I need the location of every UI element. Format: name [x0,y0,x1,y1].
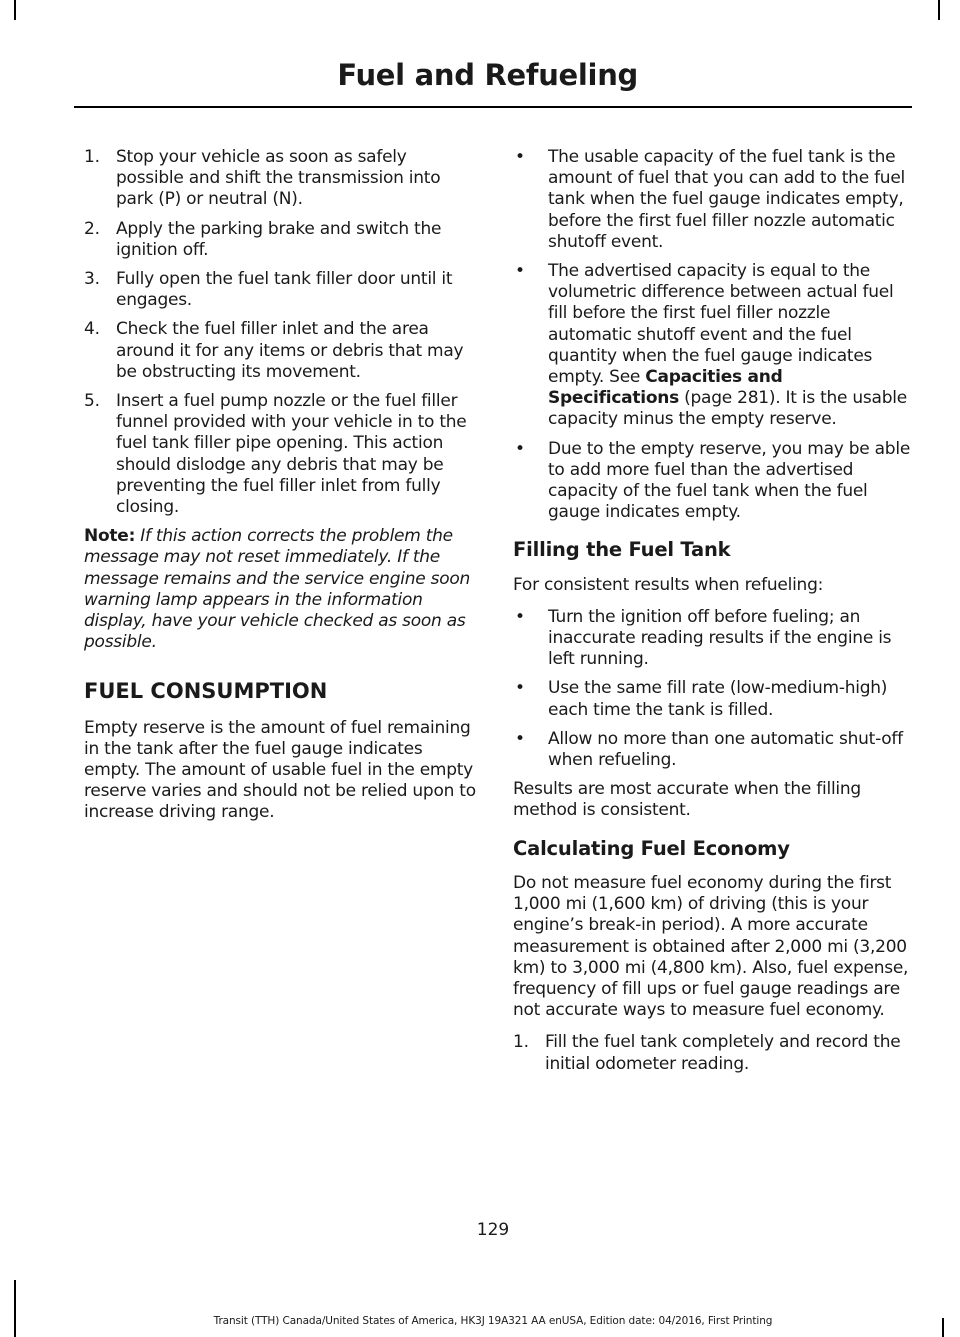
bullet-icon: • [515,147,525,167]
bullet-icon: • [515,678,525,699]
bullet-icon: • [515,438,525,459]
list-item: • The advertised capacity is equal to the volumetric difference between actual fuel fill before the first fuel filler nozzle automatic shutoff event and the fuel quantity when the fuel gauge indicates empty. See Capacities and Specifications (page 281). It is the usable capacity minus the empty reserve. [515,261,907,430]
page-title: Fuel and Refueling [337,58,638,92]
crop-mark-top-left [14,0,16,20]
filling-result: Results are most accurate when the filling method is consistent. [513,779,861,821]
list-item: 3. Fully open the fuel tank filler door until it engages. [84,269,453,311]
list-item: • Allow no more than one automatic shut-off when refueling. [515,728,903,771]
list-item: 1. Stop your vehicle as soon as safely possible and shift the transmission into park (P) or neutral (N). [84,147,441,210]
list-item: 5. Insert a fuel pump nozzle or the fuel filler funnel provided with your vehicle in to the fuel tank filler pipe opening. This action should dislodge any debris that may be preventing the fuel filler inlet from fully closing. [84,391,467,518]
header-divider [74,106,912,108]
right-column [513,147,911,1083]
list-item: • Turn the ignition off before fueling; an inaccurate reading results if the engine is left running. [515,606,892,670]
list-item: • The usable capacity of the fuel tank is the amount of fuel that you can add to the fuel tank when the fuel gauge indicates empty, before the first fuel filler nozzle automatic shutoff event. [515,147,906,252]
heading-calculating-fuel-economy: Calculating Fuel Economy [513,836,790,860]
bullet-icon: • [515,606,525,627]
note-paragraph [84,526,478,653]
note-text: If this action corrects the problem the message may not reset immediately. If the message remains and the service engine soon warning lamp appears in the information display, have your vehicle checked as soon as possible. [84,526,471,653]
left-column [84,147,478,835]
crop-mark-top-right [938,0,940,20]
capacities-specifications-link[interactable]: Capacities and Specifications [548,367,783,409]
heading-filling-fuel-tank: Filling the Fuel Tank [513,538,731,562]
crop-mark-bottom-left [14,1280,16,1337]
list-item: 4. Check the fuel filler inlet and the area around it for any items or debris that may be obstructing its movement. [84,319,464,382]
calc-steps [513,1032,911,1074]
list-item: 2. Apply the parking brake and switch the ignition off. [84,218,442,260]
filling-intro: For consistent results when refueling: [513,574,824,595]
section-heading-fuel-consumption: FUEL CONSUMPTION [84,679,328,704]
capacity-bullets [513,147,911,523]
bullet-icon: • [515,728,525,749]
fuel-consumption-paragraph: Empty reserve is the amount of fuel remaining in the tank after the fuel gauge indicates empty. The amount of usable fuel in the empty reserve varies and should not be relied upon to increase driving range. [84,717,476,823]
list-item: • Due to the empty reserve, you may be able to add more fuel than the advertised capacity of the fuel tank when the fuel gauge indicates empty. [515,438,911,523]
edition-footer: Transit (TTH) Canada/United States of America, HK3J 19A321 AA enUSA, Edition date: 04/2016, First Printing [213,1315,773,1327]
filling-bullets [513,607,911,771]
note-label: Note: [84,526,136,547]
page-number: 129 [476,1220,510,1240]
list-item: • Use the same fill rate (low-medium-high) each time the tank is filled. [515,678,888,720]
list-item: 1. Fill the fuel tank completely and record the initial odometer reading. [513,1032,901,1074]
bullet-icon: • [515,261,525,282]
procedure-steps [84,147,478,518]
calc-paragraph: Do not measure fuel economy during the first 1,000 mi (1,600 km) of driving (this is your engine’s break-in period). A more accurate measurement is obtained after 2,000 mi (3,200 km) to 3,000 mi (4,800 km). Also, fuel expense, frequency of fill ups or fuel gauge readings are not accurate ways to measure fuel economy. [513,872,909,1021]
